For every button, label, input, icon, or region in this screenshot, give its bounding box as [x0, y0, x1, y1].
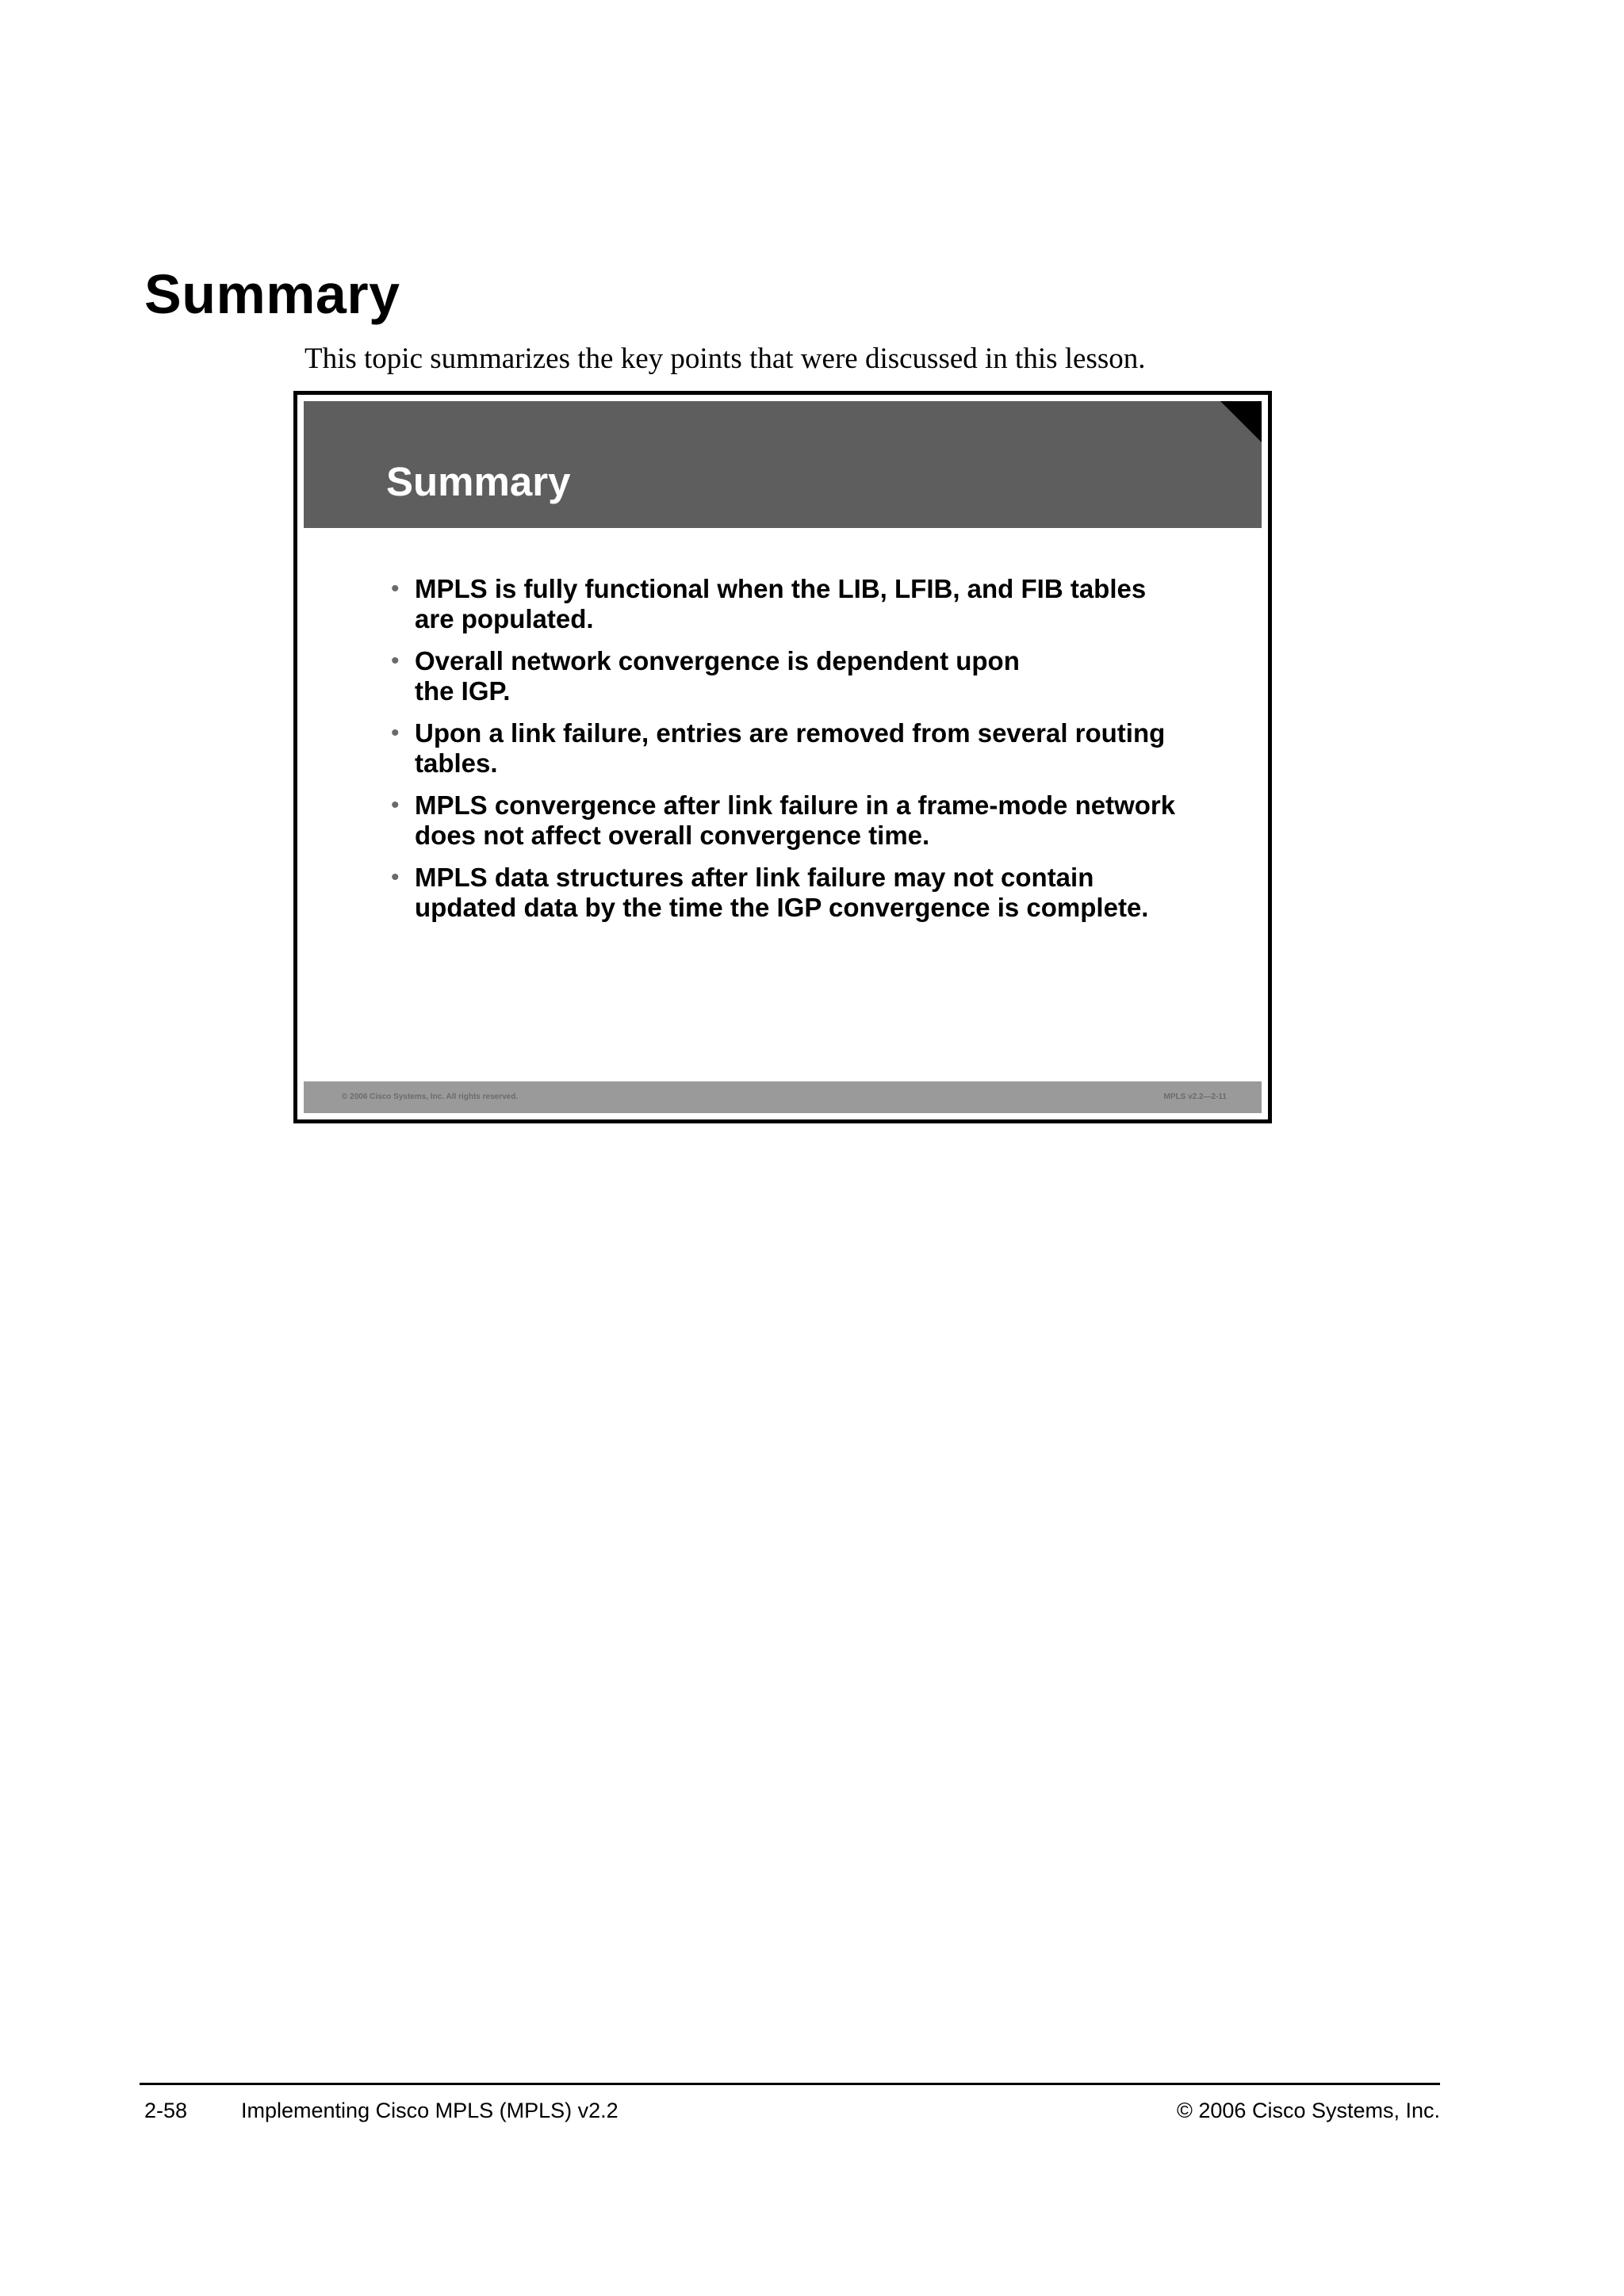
slide-canvas: [304, 401, 1262, 1113]
list-item: [391, 863, 1200, 923]
slide-header-bar: [304, 401, 1262, 528]
slide-bullet-list: [391, 574, 1200, 935]
slide-frame: [293, 391, 1272, 1123]
page-heading: Summary: [144, 263, 400, 325]
slide-copyright: © 2006 Cisco Systems, Inc. All rights reserved.: [342, 1093, 519, 1101]
course-title: Implementing Cisco MPLS (MPLS) v2.2: [241, 2099, 619, 2122]
bullet-text: Overall network convergence is dependent upon the IGP.: [415, 646, 1020, 706]
bullet-text: MPLS convergence after link failure in a frame-mode network does not affect overall convergence time.: [415, 790, 1176, 850]
list-item: [391, 646, 1200, 706]
slide-footer-bar: [304, 1081, 1262, 1113]
bullet-text: MPLS is fully functional when the LIB, LFIB, and FIB tables are populated.: [415, 574, 1147, 633]
footer-divider: [140, 2083, 1440, 2085]
page-copyright: © 2006 Cisco Systems, Inc.: [1176, 2099, 1440, 2122]
slide-number: MPLS v2.2—2-11: [1163, 1093, 1227, 1101]
bullet-text: MPLS data structures after link failure may not contain updated data by the time the IGP convergence is complete.: [415, 863, 1149, 922]
intro-text: This topic summarizes the key points that were discussed in this lesson.: [304, 342, 1146, 375]
corner-triangle-icon: [1220, 401, 1262, 442]
bullet-icon: •: [391, 864, 400, 890]
bullet-icon: •: [391, 576, 400, 602]
bullet-icon: •: [391, 792, 400, 818]
bullet-icon: •: [391, 720, 400, 746]
list-item: [391, 574, 1200, 634]
list-item: [391, 718, 1200, 779]
bullet-icon: •: [391, 648, 400, 674]
bullet-text: Upon a link failure, entries are removed from several routing tables.: [415, 718, 1166, 778]
slide-title: Summary: [386, 459, 571, 504]
page-number: 2-58: [144, 2099, 188, 2122]
list-item: [391, 790, 1200, 851]
